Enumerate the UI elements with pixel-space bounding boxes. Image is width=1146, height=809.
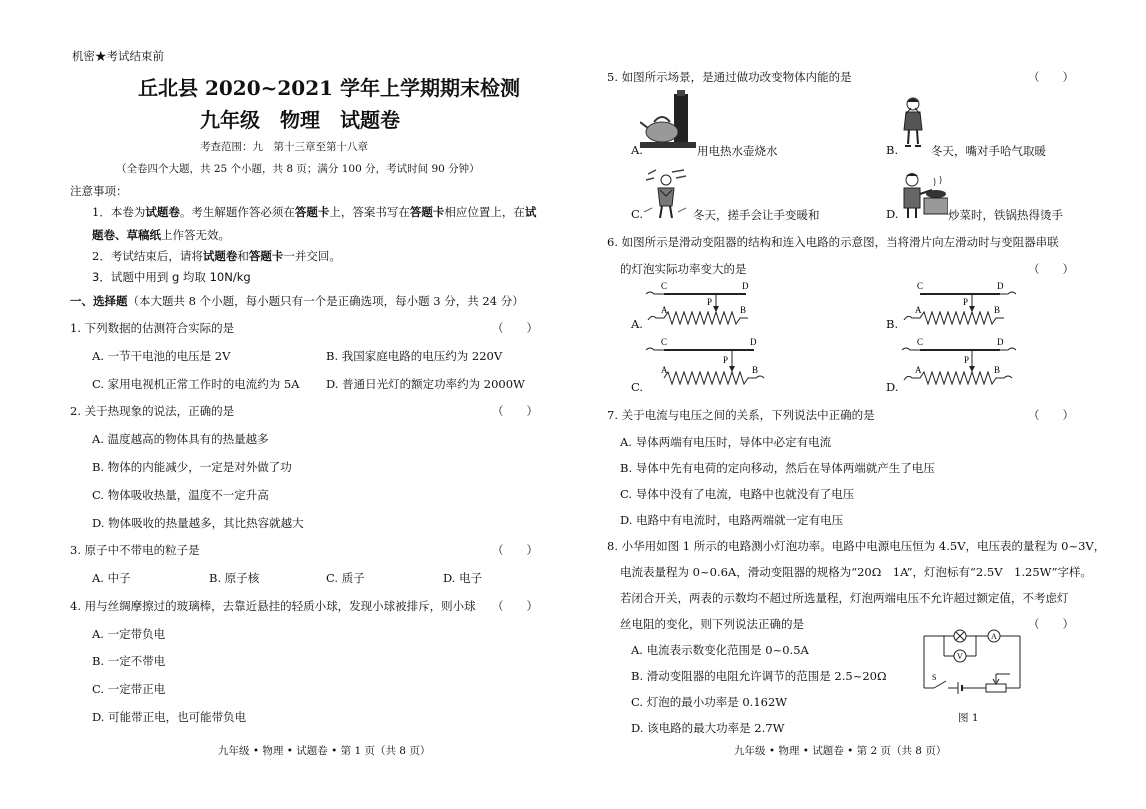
man-picture	[640, 168, 690, 220]
rheostat-label-a: A	[915, 305, 922, 315]
answer-paren: （ ）	[492, 321, 538, 335]
q4-option-d: D. 可能带正电，也可能带负电	[92, 710, 247, 724]
rheostat-label-c: C	[917, 337, 924, 347]
question-2: 2. 关于热现象的说法，正确的是	[70, 404, 235, 418]
rheostat-diagram-a	[644, 280, 770, 330]
section-1-desc: （本大题共 8 个小题，每小题只有一个是正确选项，每小题 3 分，共 24 分）	[127, 294, 524, 308]
answer-paren: （ ）	[1028, 262, 1074, 276]
note-1-text: 相应位置上，在	[444, 205, 525, 219]
rheostat-label-b: B	[752, 365, 759, 375]
question-3: 3. 原子中不带电的粒子是	[70, 543, 200, 557]
rheostat-label-d: D	[997, 281, 1004, 291]
section-1-title: 一、选择题	[70, 294, 128, 308]
page-1-footer: 九年级 • 物理 • 试题卷 • 第 1 页（共 8 页）	[218, 745, 431, 757]
question-6-line-2: 的灯泡实际功率变大的是	[620, 262, 747, 276]
rheostat-label-c: C	[661, 337, 668, 347]
q5-option-d: 炒菜时，铁锅热得烫手	[948, 208, 1063, 222]
exam-scope: 考查范围：九 第十三章至第十八章	[200, 141, 368, 153]
note-1-bold: 试	[524, 205, 537, 219]
exam-info: （全卷四个大题，共 25 个小题，共 8 页；满分 100 分，考试时间 90 分钟）	[116, 163, 480, 175]
q6-option-b: B.	[886, 317, 899, 331]
girl-picture	[898, 96, 928, 150]
confidential-mark: 机密★考试结束前	[72, 49, 164, 63]
answer-paren: （ ）	[1028, 70, 1074, 84]
rheostat-label-d: D	[997, 337, 1004, 347]
note-1	[92, 204, 536, 220]
kettle-picture	[640, 88, 696, 150]
rheostat-label-b: B	[994, 365, 1001, 375]
note-1-bold: 答题卡	[409, 205, 445, 219]
rheostat-label-b: B	[740, 305, 747, 315]
note-1-bold: 题卷、草稿纸	[92, 228, 161, 242]
figure-caption: 图 1	[958, 712, 979, 724]
rheostat-label-a: A	[915, 365, 922, 375]
note-2-bold: 试题卷	[202, 249, 238, 263]
question-4: 4. 用与丝绸摩擦过的玻璃棒，去靠近悬挂的轻质小球，发现小球被排斥，则小球	[70, 599, 476, 613]
q5-option-d-letter: D.	[886, 207, 899, 221]
q5-option-a-letter: A.	[631, 143, 643, 157]
answer-paren: （ ）	[492, 404, 538, 418]
q7-option-b: B. 导体中先有电荷的定向移动，然后在导体两端就产生了电压	[620, 461, 935, 475]
page-2-footer: 九年级 • 物理 • 试题卷 • 第 2 页（共 8 页）	[734, 745, 947, 757]
ammeter-label: A	[991, 632, 997, 641]
note-2	[92, 248, 341, 264]
q1-option-b: B. 我国家庭电路的电压约为 220V	[326, 349, 503, 363]
q3-option-b: B. 原子核	[209, 571, 260, 585]
note-1-text: 上作答无效。	[161, 228, 230, 242]
answer-paren: （ ）	[1028, 617, 1074, 631]
circuit-diagram	[918, 626, 1030, 706]
rheostat-label-c: C	[917, 281, 924, 291]
q4-option-c: C. 一定带正电	[92, 682, 166, 696]
q3-option-a: A. 中子	[92, 571, 131, 585]
q1-option-c: C. 家用电视机正常工作时的电流约为 5A	[92, 377, 300, 391]
rheostat-label-b: B	[994, 305, 1001, 315]
q2-option-d: D. 物体吸收的热量越多，其比热容就越大	[92, 516, 304, 530]
q6-option-d: D.	[886, 380, 899, 394]
cook-picture	[898, 168, 948, 220]
note-1-text: 上，答案书写在	[329, 205, 410, 219]
q2-option-b: B. 物体的内能减少，一定是对外做了功	[92, 460, 292, 474]
rheostat-diagram-d	[900, 336, 1024, 390]
q5-option-b: 冬天，嘴对手哈气取暖	[931, 144, 1046, 158]
note-1-bold: 试题卷	[145, 205, 180, 219]
answer-paren: （ ）	[1028, 408, 1074, 422]
q8-option-b: B. 滑动变阻器的电阻允许调节的范围是 2.5~20Ω	[631, 669, 887, 683]
rheostat-label-c: C	[661, 281, 668, 291]
rheostat-label-p: P	[723, 355, 729, 365]
exam-subtitle: 九年级 物理 试题卷	[200, 108, 400, 132]
switch-label: S	[932, 673, 937, 682]
section-1-heading	[70, 293, 524, 309]
question-5: 5. 如图所示场景，是通过做功改变物体内能的是	[607, 70, 852, 84]
rheostat-label-p: P	[963, 297, 969, 307]
q7-option-c: C. 导体中没有了电流，电路中也就没有了电压	[620, 487, 855, 501]
q8-option-d: D. 该电路的最大功率是 2.7W	[631, 721, 785, 735]
q5-option-c: 冬天，搓手会让手变暖和	[693, 208, 820, 222]
question-8-line-3: 若闭合开关，两表的示数均不超过所选量程，灯泡两端电压不允许超过额定值，不考虑灯	[620, 591, 1069, 605]
note-3: 3．试题中用到 g 均取 10N/kg	[92, 270, 251, 284]
answer-paren: （ ）	[492, 543, 538, 557]
voltmeter-label: V	[957, 652, 963, 661]
q5-option-a: 用电热水壶烧水	[697, 144, 778, 158]
question-7: 7. 关于电流与电压之间的关系，下列说法中正确的是	[607, 408, 875, 422]
q6-option-a: A.	[631, 317, 643, 331]
q3-option-c: C. 质子	[326, 571, 365, 585]
q8-option-a: A. 电流表示数变化范围是 0~0.5A	[631, 643, 809, 657]
question-8-line-1: 8. 小华用如图 1 所示的电路测小灯泡功率。电路中电源电压恒为 4.5V，电压表的量程为 0~3V，	[607, 539, 1106, 553]
note-1-line-2	[92, 227, 230, 243]
question-8-line-4: 丝电阻的变化，则下列说法正确的是	[620, 617, 804, 631]
note-1-bold: 答题卡	[294, 205, 330, 219]
question-1: 1. 下列数据的估测符合实际的是	[70, 321, 235, 335]
question-6-line-1: 6. 如图所示是滑动变阻器的结构和连入电路的示意图，当将滑片向左滑动时与变阻器串联	[607, 235, 1059, 249]
note-2-text: 和	[237, 249, 249, 263]
q4-option-b: B. 一定不带电	[92, 654, 166, 668]
note-2-text: 2．考试结束后，请将	[92, 249, 203, 263]
q1-option-a: A. 一节干电池的电压是 2V	[92, 349, 231, 363]
q2-option-a: A. 温度越高的物体具有的热量越多	[92, 432, 269, 446]
q3-option-d: D. 电子	[443, 571, 483, 585]
q2-option-c: C. 物体吸收热量，温度不一定升高	[92, 488, 269, 502]
note-2-text: 一并交回。	[283, 249, 341, 263]
rheostat-label-a: A	[661, 365, 668, 375]
q5-option-c-letter: C.	[631, 207, 644, 221]
q1-option-d: D. 普通日光灯的额定功率约为 2000W	[326, 377, 525, 391]
q7-option-d: D. 电路中有电流时，电路两端就一定有电压	[620, 513, 844, 527]
rheostat-label-d: D	[750, 337, 757, 347]
notes-heading: 注意事项：	[70, 184, 128, 198]
question-8-line-2: 电流表量程为 0~0.6A，滑动变阻器的规格为“20Ω 1A”，灯泡标有“2.5V 1.25W”字样。	[620, 565, 1093, 579]
q8-option-c: C. 灯泡的最小功率是 0.162W	[631, 695, 788, 709]
rheostat-label-p: P	[707, 297, 713, 307]
note-2-bold: 答题卡	[248, 249, 284, 263]
rheostat-diagram-b	[900, 280, 1024, 330]
q4-option-a: A. 一定带负电	[92, 627, 166, 641]
rheostat-label-p: P	[964, 355, 970, 365]
rheostat-diagram-c	[644, 336, 770, 390]
note-1-text: 。考生解题作答必须在	[179, 205, 295, 219]
rheostat-label-d: D	[742, 281, 749, 291]
rheostat-label-a: A	[661, 305, 668, 315]
q5-option-b-letter: B.	[886, 143, 899, 157]
q7-option-a: A. 导体两端有电压时，导体中必定有电流	[620, 435, 832, 449]
answer-paren: （ ）	[492, 599, 538, 613]
note-1-text: 1．本卷为	[92, 205, 146, 219]
exam-title: 丘北县 2020~2021 学年上学期期末检测	[138, 76, 521, 100]
q6-option-c: C.	[631, 380, 644, 394]
